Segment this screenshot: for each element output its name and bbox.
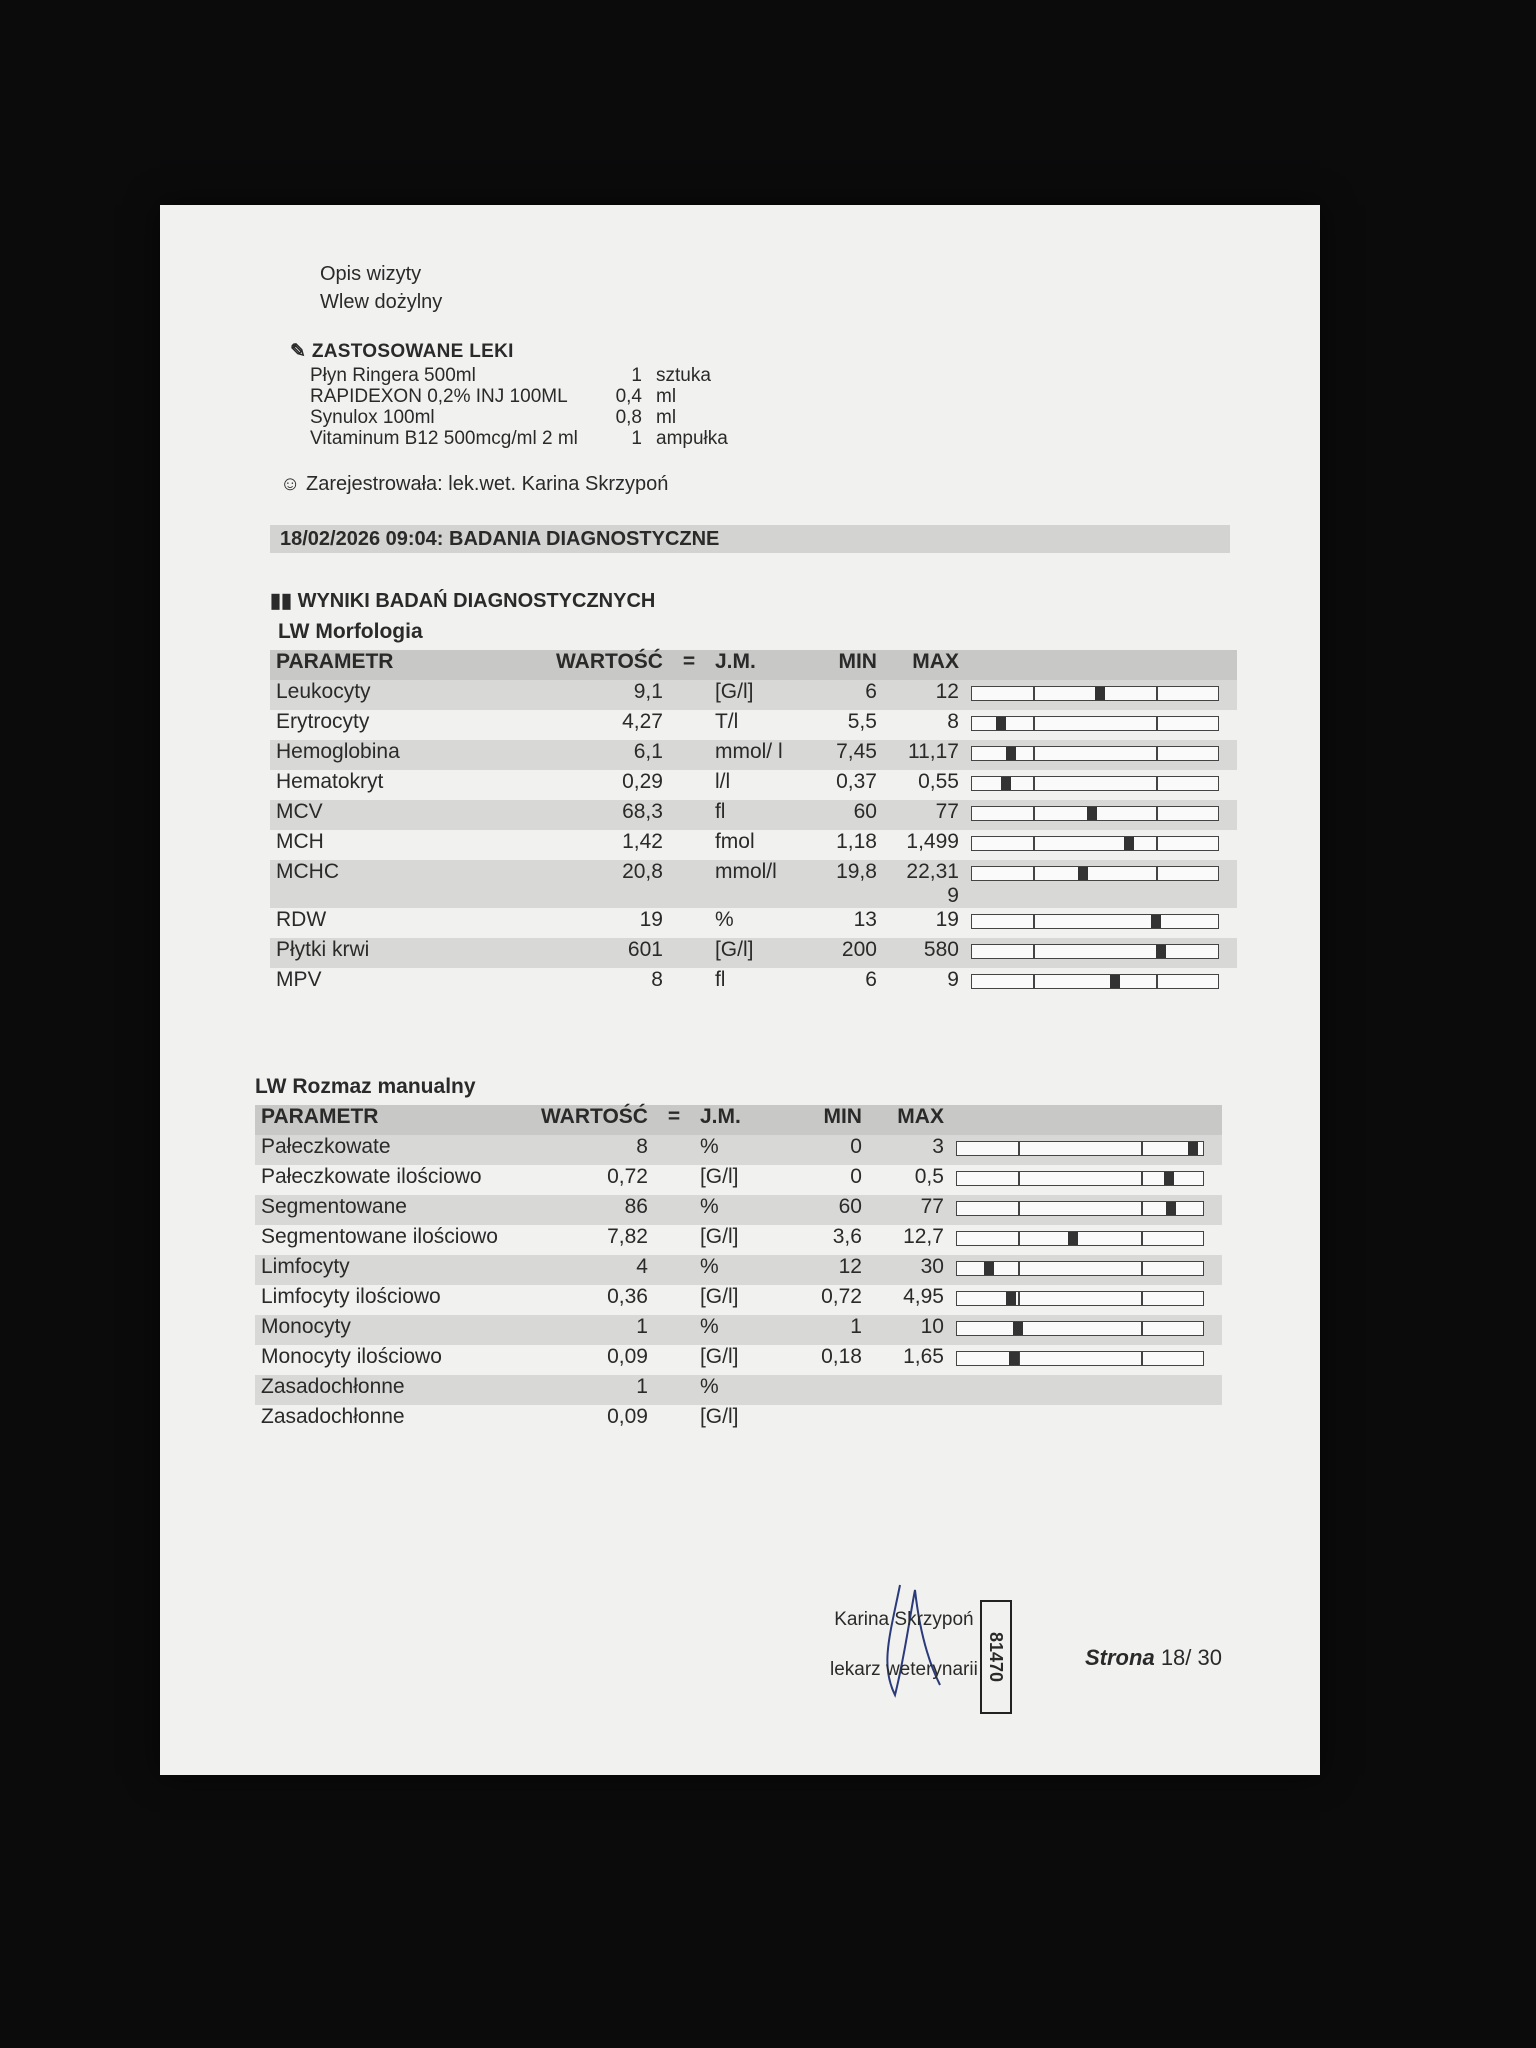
range-marker [1001,777,1011,790]
cell-param: Limfocyty ilościowo [261,1285,441,1308]
range-tick-max [1156,777,1158,790]
pill-icon: ✎ [290,341,307,362]
column-header-min: MIN [786,1105,868,1135]
cell-eq [669,938,709,968]
range-marker [1087,807,1097,820]
cell-unit: [G/l] [709,680,801,710]
range-indicator [956,1351,1204,1366]
range-indicator [971,944,1219,959]
cell-range [965,710,1237,740]
range-marker [1166,1202,1176,1215]
column-header-value: WARTOŚĆ [550,650,669,680]
cell-eq [669,908,709,938]
range-marker [1188,1142,1198,1155]
cell-range [950,1285,1222,1315]
column-header-max: MAX [868,1105,950,1135]
range-tick-max [1141,1142,1143,1155]
cell-range [965,800,1237,830]
cell-max: 0,5 [914,1165,944,1188]
column-header-value: WARTOŚĆ [535,1105,654,1135]
cell-unit: [G/l] [709,938,801,968]
cell-value: 7,82 [607,1225,648,1248]
range-marker [984,1262,994,1275]
cell-value: 0,09 [607,1345,648,1368]
cell-unit: % [714,908,734,931]
cell-value: 1,42 [622,830,663,853]
results-table-rozmaz [255,1105,1222,1435]
cell-range [950,1195,1222,1225]
med-unit: ampułka [656,428,728,449]
cell-param: Limfocyty [255,1255,535,1285]
cell-value: 0,72 [607,1165,648,1188]
cell-value: 20,8 [550,860,669,908]
range-tick-max [1156,807,1158,820]
range-tick-min [1033,867,1035,880]
cell-range [950,1405,1222,1435]
results-table-morfologia [270,650,1237,998]
range-indicator [971,776,1219,791]
cell-param: MCV [270,800,550,830]
cell-max [868,1405,950,1435]
cell-max: 77 [868,1195,950,1225]
table-row [270,860,1237,908]
range-indicator [971,866,1219,881]
column-header-param: PARAMETR [270,650,550,680]
cell-eq [669,830,709,860]
range-tick-min [1033,777,1035,790]
cell-max: 12,7 [903,1225,944,1248]
cell-unit: [G/l] [699,1225,739,1248]
cell-value: 4 [535,1255,654,1285]
cell-value: 601 [550,938,669,968]
cell-eq [669,770,709,800]
range-tick-max [1141,1352,1143,1365]
cell-value: 6,1 [550,740,669,770]
cell-eq [654,1195,694,1225]
cell-value: 86 [535,1195,654,1225]
cell-max: 8 [947,710,959,733]
cell-param: Pałeczkowate [255,1135,535,1165]
cell-min: 7,45 [801,740,883,770]
cell-range [965,770,1237,800]
column-header-max: MAX [883,650,965,680]
range-tick-min [1033,915,1035,928]
table-row [255,1345,1222,1375]
range-tick-min [1033,975,1035,988]
column-header-param: PARAMETR [255,1105,535,1135]
table-row [270,908,1237,938]
cell-min [786,1375,868,1405]
cell-max: 10 [868,1315,950,1345]
cell-value: 1 [535,1315,654,1345]
column-header-eq: = [669,650,709,680]
cell-value: 19 [639,908,663,931]
cell-min: 6 [865,968,877,991]
range-tick-max [1156,747,1158,760]
range-tick-min [1033,747,1035,760]
med-name: Płyn Ringera 500ml [310,365,476,386]
cell-eq [669,680,709,710]
table-row [270,968,1237,998]
range-marker [1078,867,1088,880]
cell-range [950,1255,1222,1285]
cell-eq [654,1135,694,1165]
range-indicator [956,1141,1204,1156]
table-header-row [270,650,1237,680]
range-marker [1009,1352,1019,1365]
range-tick-max [1141,1232,1143,1245]
cell-eq [669,740,709,770]
cell-max: 0,55 [918,770,959,793]
table-row [255,1195,1222,1225]
cell-param: RDW [276,908,327,931]
range-tick-max [1141,1322,1143,1335]
range-tick-min [1033,837,1035,850]
med-row [310,428,728,449]
range-marker [1006,1292,1016,1305]
range-indicator [971,716,1219,731]
range-tick-min [1033,807,1035,820]
cell-min: 200 [801,938,883,968]
range-tick-max [1141,1262,1143,1275]
range-tick-min [1018,1232,1020,1245]
cell-unit: mmol/l [709,860,801,908]
range-tick-max [1141,1292,1143,1305]
cell-param: Pałeczkowate ilościowo [261,1165,482,1188]
registered-by: ☺ Zarejestrowała: lek.wet. Karina Skrzypoń [280,473,669,495]
meds-list [310,365,728,449]
cell-max: 1,499 [906,830,959,853]
cell-unit: % [694,1135,786,1165]
cell-unit: T/l [714,710,739,733]
med-unit: ml [656,386,677,407]
med-name: Synulox 100ml [310,407,435,428]
cell-min: 1 [786,1315,868,1345]
range-tick-min [1033,945,1035,958]
cell-param: Hematokryt [276,770,384,793]
cell-min: 0,72 [821,1285,862,1308]
cell-max: 4,95 [903,1285,944,1308]
signature-name: Karina Skrzypoń [834,1609,974,1630]
user-icon: ☺ [280,473,301,495]
cell-eq [654,1255,694,1285]
range-marker [996,717,1006,730]
cell-eq [654,1405,694,1435]
range-indicator [956,1261,1204,1276]
results-title: ▮▮ WYNIKI BADAŃ DIAGNOSTYCZNYCH [270,590,656,612]
cell-eq [669,968,709,998]
cell-value: 0,36 [607,1285,648,1308]
cell-max: 3 [868,1135,950,1165]
range-tick-max [1156,837,1158,850]
cell-eq [669,860,709,908]
range-tick-max [1156,687,1158,700]
visit-text: Wlew dożylny [320,291,443,313]
table-row [270,938,1237,968]
cell-range [965,740,1237,770]
range-indicator [971,914,1219,929]
cell-value: 68,3 [550,800,669,830]
med-qty: 0,8 [615,407,642,428]
cell-unit: % [694,1195,786,1225]
cell-eq [669,800,709,830]
range-tick-min [1018,1352,1020,1365]
range-tick-min [1018,1262,1020,1275]
range-marker [1068,1232,1078,1245]
cell-min: 13 [853,908,877,931]
cell-max: 19 [935,908,959,931]
meds-title: ✎ ZASTOSOWANE LEKI [290,341,514,362]
column-header-range [950,1105,1222,1135]
cell-min: 12 [786,1255,868,1285]
column-header-unit: J.M. [709,650,801,680]
range-indicator [956,1201,1204,1216]
cell-unit: [G/l] [699,1345,739,1368]
cell-range [965,680,1237,710]
cell-max: 22,31 9 [883,860,965,908]
med-qty: 0,4 [615,386,642,407]
cell-param: Erytrocyty [276,710,370,733]
cell-range [950,1225,1222,1255]
table-row [270,800,1237,830]
table-row [255,1135,1222,1165]
range-indicator [971,746,1219,761]
range-tick-min [1033,687,1035,700]
range-indicator [971,806,1219,821]
stamp-number: 81470 [980,1600,1012,1714]
cell-min: 0,18 [821,1345,862,1368]
range-indicator [956,1231,1204,1246]
document-page [160,205,1320,1775]
cell-unit: [G/l] [699,1285,739,1308]
cell-range [965,908,1237,938]
section-header: 18/02/2026 09:04: BADANIA DIAGNOSTYCZNE [270,525,1230,553]
cell-range [950,1315,1222,1345]
cell-eq [654,1315,694,1345]
table-row [255,1405,1222,1435]
med-unit: ml [656,407,677,428]
column-header-min: MIN [801,650,883,680]
cell-eq [654,1375,694,1405]
cell-unit: l/l [714,770,731,793]
column-header-unit: J.M. [694,1105,786,1135]
cell-min: 60 [801,800,883,830]
cell-unit: fmol [714,830,755,853]
cell-param: MPV [276,968,322,991]
cell-min: 1,18 [836,830,877,853]
cell-unit: fl [714,968,726,991]
table-row [255,1315,1222,1345]
range-marker [1124,837,1134,850]
cell-max: 1,65 [903,1345,944,1368]
cell-max: 580 [883,938,965,968]
cell-param: Hemoglobina [270,740,550,770]
cell-param: MCHC [270,860,550,908]
cell-unit: % [694,1315,786,1345]
cell-param: Segmentowane [255,1195,535,1225]
range-indicator [971,686,1219,701]
cell-range [965,968,1237,998]
visit-label: Opis wizyty [320,263,422,285]
cell-range [965,938,1237,968]
cell-min: 0,37 [836,770,877,793]
signature-block [830,1595,978,1695]
med-unit: sztuka [656,365,711,386]
cell-range [950,1345,1222,1375]
cell-eq [654,1165,694,1195]
med-row [310,386,728,407]
range-marker [1013,1322,1023,1335]
cell-unit: [G/l] [699,1165,739,1188]
cell-param: Zasadochłonne [255,1375,535,1405]
range-indicator [971,974,1219,989]
table-row [270,740,1237,770]
table-row [270,830,1237,860]
visit-description [320,260,442,316]
column-header-eq: = [654,1105,694,1135]
cell-value: 8 [651,968,663,991]
cell-param: Segmentowane ilościowo [261,1225,498,1248]
range-indicator [956,1321,1204,1336]
range-marker [1151,915,1161,928]
range-indicator [956,1291,1204,1306]
range-tick-max [1156,975,1158,988]
cell-range [950,1165,1222,1195]
range-tick-min [1018,1142,1020,1155]
range-tick-max [1156,717,1158,730]
cell-max: 12 [883,680,965,710]
cell-value: 8 [535,1135,654,1165]
range-tick-min [1033,717,1035,730]
range-tick-min [1018,1172,1020,1185]
cell-min: 5,5 [847,710,877,733]
range-marker [1095,687,1105,700]
cell-min [786,1405,868,1435]
cell-param: Płytki krwi [270,938,550,968]
med-row [310,407,728,428]
cell-range [950,1375,1222,1405]
cell-unit: [G/l] [699,1405,739,1428]
cell-max [868,1375,950,1405]
cell-param: Zasadochłonne [261,1405,405,1428]
cell-min: 19,8 [801,860,883,908]
table-row [255,1255,1222,1285]
range-marker [1006,747,1016,760]
cell-max: 9 [947,968,959,991]
cell-min: 0 [850,1165,862,1188]
cell-param: MCH [276,830,324,853]
cell-eq [654,1345,694,1375]
cell-max: 77 [883,800,965,830]
cell-unit: fl [709,800,801,830]
cell-range [950,1135,1222,1165]
table-row [255,1285,1222,1315]
med-name: RAPIDEXON 0,2% INJ 100ML [310,386,568,407]
range-tick-max [1141,1172,1143,1185]
cell-value: 0,29 [622,770,663,793]
cell-min: 60 [786,1195,868,1225]
cell-unit: % [694,1255,786,1285]
cell-max: 30 [868,1255,950,1285]
med-row [310,365,728,386]
med-qty: 1 [631,365,642,386]
cell-value: 4,27 [622,710,663,733]
table-header-row [255,1105,1222,1135]
range-marker [1110,975,1120,988]
table-row [270,710,1237,740]
cell-value: 0,09 [607,1405,648,1428]
cell-param: Monocyty [255,1315,535,1345]
cell-value: 9,1 [550,680,669,710]
range-tick-min [1018,1292,1020,1305]
page-number: Strona 18/ 30 [1085,1645,1222,1670]
cell-unit: % [694,1375,786,1405]
cell-min: 6 [801,680,883,710]
group-title-morfologia: LW Morfologia [278,620,423,643]
cell-range [965,860,1237,908]
range-tick-min [1018,1202,1020,1215]
table-row [255,1225,1222,1255]
cell-eq [654,1225,694,1255]
table-row [255,1375,1222,1405]
range-indicator [956,1171,1204,1186]
cell-value: 1 [535,1375,654,1405]
range-tick-max [1141,1202,1143,1215]
cell-param: Leukocyty [270,680,550,710]
cell-unit: mmol/ l [709,740,801,770]
med-name: Vitaminum B12 500mcg/ml 2 ml [310,428,578,449]
cell-min: 0 [786,1135,868,1165]
table-row [270,770,1237,800]
group-title-rozmaz: LW Rozmaz manualny [255,1075,476,1098]
range-indicator [971,836,1219,851]
cell-eq [669,710,709,740]
range-marker [1164,1172,1174,1185]
signature-role: lekarz weterynarii [830,1659,978,1680]
table-row [270,680,1237,710]
test-tube-icon: ▮▮ [270,590,293,612]
column-header-range [965,650,1237,680]
cell-min: 3,6 [832,1225,862,1248]
range-marker [1156,945,1166,958]
cell-eq [654,1285,694,1315]
cell-range [965,830,1237,860]
cell-param: Monocyty ilościowo [261,1345,442,1368]
table-row [255,1165,1222,1195]
range-tick-max [1156,867,1158,880]
med-qty: 1 [631,428,642,449]
cell-max: 11,17 [883,740,965,770]
